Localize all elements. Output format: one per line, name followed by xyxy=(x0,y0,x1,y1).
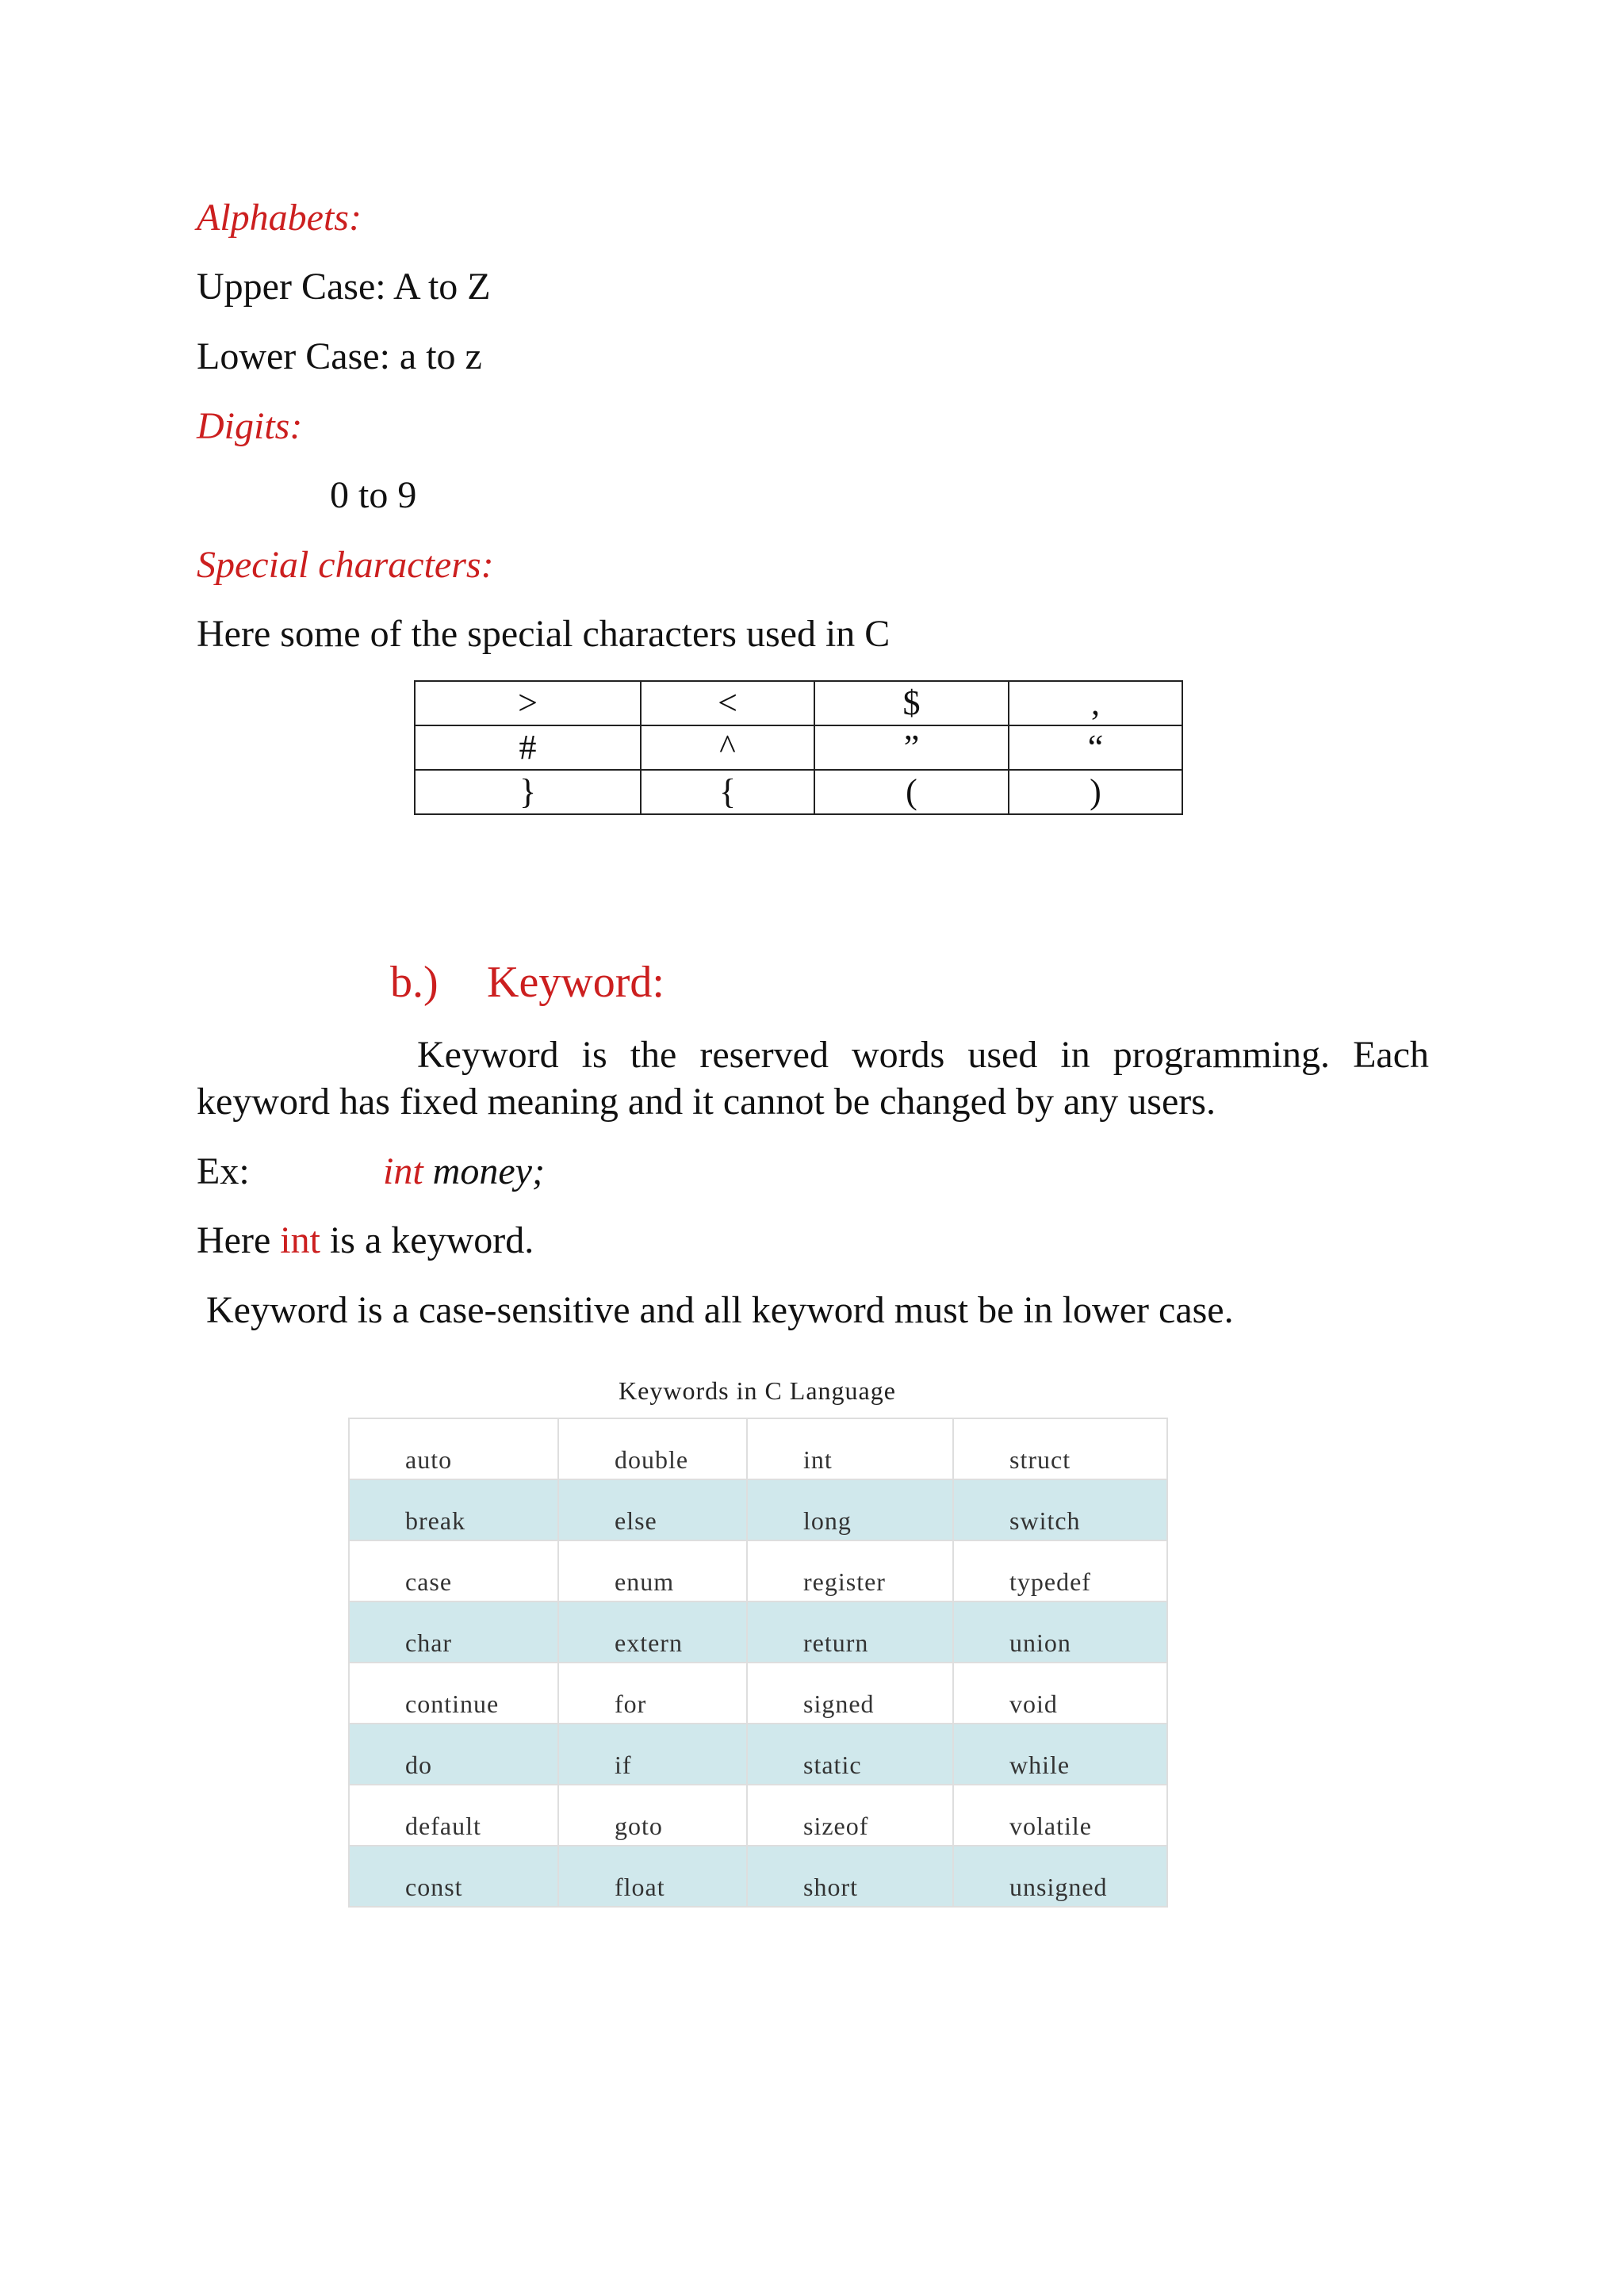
keyword-text: typedef xyxy=(1009,1567,1091,1596)
here-prefix: Here xyxy=(197,1219,281,1261)
keyword-cell xyxy=(747,1479,953,1540)
keyword-cell xyxy=(953,1418,1167,1479)
keywords-row xyxy=(349,1540,1167,1601)
keyword-cell xyxy=(349,1724,558,1785)
keyword-cell xyxy=(349,1663,558,1724)
keyword-cell xyxy=(349,1785,558,1846)
keywords-row xyxy=(349,1601,1167,1663)
special-cell: ( xyxy=(814,770,1009,814)
keyword-text: char xyxy=(405,1628,453,1657)
special-characters-heading: Special characters: xyxy=(197,544,494,586)
keyword-text: volatile xyxy=(1009,1812,1092,1840)
here-keyword: int xyxy=(280,1219,320,1261)
keyword-cell xyxy=(558,1540,747,1601)
special-cell: , xyxy=(1009,681,1182,725)
keyword-text: case xyxy=(405,1567,453,1596)
keyword-cell xyxy=(558,1601,747,1663)
keyword-cell xyxy=(953,1785,1167,1846)
keyword-cell xyxy=(349,1540,558,1601)
keyword-text: long xyxy=(803,1506,852,1535)
keyword-text: short xyxy=(803,1873,858,1901)
keywords-row xyxy=(349,1663,1167,1724)
lower-case-line: Lower Case: a to z xyxy=(197,335,482,377)
case-sensitivity-note: Keyword is a case-sensitive and all keyword must be in lower case. xyxy=(206,1289,1234,1331)
special-cell: # xyxy=(415,725,641,770)
keyword-text: extern xyxy=(615,1628,683,1657)
keyword-text: union xyxy=(1009,1628,1071,1657)
keyword-definition-line-2: keyword has fixed meaning and it cannot be changed by any users. xyxy=(197,1081,1216,1123)
keyword-cell xyxy=(349,1846,558,1907)
digits-range: 0 to 9 xyxy=(330,474,417,516)
keywords-row xyxy=(349,1724,1167,1785)
keyword-text: auto xyxy=(405,1445,453,1474)
keyword-text: for xyxy=(615,1689,647,1718)
keyword-text: return xyxy=(803,1628,869,1657)
special-cell: $ xyxy=(814,681,1009,725)
digits-heading: Digits: xyxy=(197,405,303,447)
keyword-cell xyxy=(558,1663,747,1724)
here-suffix: is a keyword. xyxy=(320,1219,534,1261)
keyword-text: if xyxy=(615,1751,632,1779)
keyword-cell xyxy=(558,1418,747,1479)
keywords-table-caption: Keywords in C Language xyxy=(619,1376,896,1405)
keyword-text: break xyxy=(405,1506,466,1535)
keyword-text: const xyxy=(405,1873,463,1901)
keyword-cell xyxy=(953,1540,1167,1601)
keyword-cell xyxy=(747,1540,953,1601)
keyword-text: struct xyxy=(1009,1445,1071,1474)
keyword-text: double xyxy=(615,1445,689,1474)
keywords-row xyxy=(349,1418,1167,1479)
keyword-cell xyxy=(558,1785,747,1846)
keyword-cell xyxy=(558,1479,747,1540)
keywords-row xyxy=(349,1479,1167,1540)
special-cell: ) xyxy=(1009,770,1182,814)
keyword-cell xyxy=(349,1601,558,1663)
keyword-text: sizeof xyxy=(803,1812,869,1840)
keyword-cell xyxy=(747,1724,953,1785)
keyword-text: static xyxy=(803,1751,862,1779)
example-rest: money; xyxy=(423,1150,545,1192)
special-characters-intro: Here some of the special characters used in C xyxy=(197,613,891,655)
keyword-cell xyxy=(953,1663,1167,1724)
keyword-text: enum xyxy=(615,1567,675,1596)
keyword-cell xyxy=(953,1846,1167,1907)
keyword-cell xyxy=(747,1785,953,1846)
keyword-cell xyxy=(953,1724,1167,1785)
example-label: Ex: xyxy=(197,1150,250,1192)
keyword-text: while xyxy=(1009,1751,1071,1779)
keyword-text: continue xyxy=(405,1689,500,1718)
keyword-text: void xyxy=(1009,1689,1058,1718)
special-row xyxy=(415,681,1182,725)
keyword-cell xyxy=(558,1846,747,1907)
special-cell: ^ xyxy=(641,725,814,770)
keyword-cell xyxy=(349,1418,558,1479)
keyword-text: int xyxy=(803,1445,833,1474)
keyword-text: do xyxy=(405,1751,432,1779)
special-cell: ” xyxy=(814,725,1009,770)
keyword-text: signed xyxy=(803,1689,875,1718)
alphabets-heading: Alphabets: xyxy=(197,197,362,239)
keyword-cell xyxy=(558,1724,747,1785)
keyword-cell xyxy=(953,1601,1167,1663)
special-cell: } xyxy=(415,770,641,814)
special-cell: > xyxy=(415,681,641,725)
keyword-definition-line-1: Keyword is the reserved words used in programming. Each xyxy=(417,1034,1429,1076)
keyword-text: default xyxy=(405,1812,481,1840)
keyword-cell xyxy=(953,1479,1167,1540)
special-row xyxy=(415,770,1182,814)
section-title: Keyword: xyxy=(487,958,665,1007)
keywords-table xyxy=(348,1418,1168,1908)
keyword-text: float xyxy=(615,1873,665,1901)
special-cell: { xyxy=(641,770,814,814)
keyword-text: else xyxy=(615,1506,657,1535)
keywords-row xyxy=(349,1846,1167,1907)
special-row xyxy=(415,725,1182,770)
keyword-cell xyxy=(349,1479,558,1540)
keyword-text: unsigned xyxy=(1009,1873,1108,1901)
special-characters-table xyxy=(414,680,1183,815)
special-cell: “ xyxy=(1009,725,1182,770)
keyword-cell xyxy=(747,1418,953,1479)
keyword-cell xyxy=(747,1663,953,1724)
keywords-row xyxy=(349,1785,1167,1846)
keyword-cell xyxy=(747,1601,953,1663)
here-line xyxy=(197,1218,534,1264)
section-number: b.) xyxy=(390,958,439,1007)
keyword-text: goto xyxy=(615,1812,663,1840)
example-keyword: int xyxy=(383,1150,423,1192)
keyword-cell xyxy=(747,1846,953,1907)
keyword-text: switch xyxy=(1009,1506,1081,1535)
special-cell: < xyxy=(641,681,814,725)
upper-case-line: Upper Case: A to Z xyxy=(197,266,491,308)
keyword-text: register xyxy=(803,1567,886,1596)
example-code xyxy=(383,1149,545,1195)
